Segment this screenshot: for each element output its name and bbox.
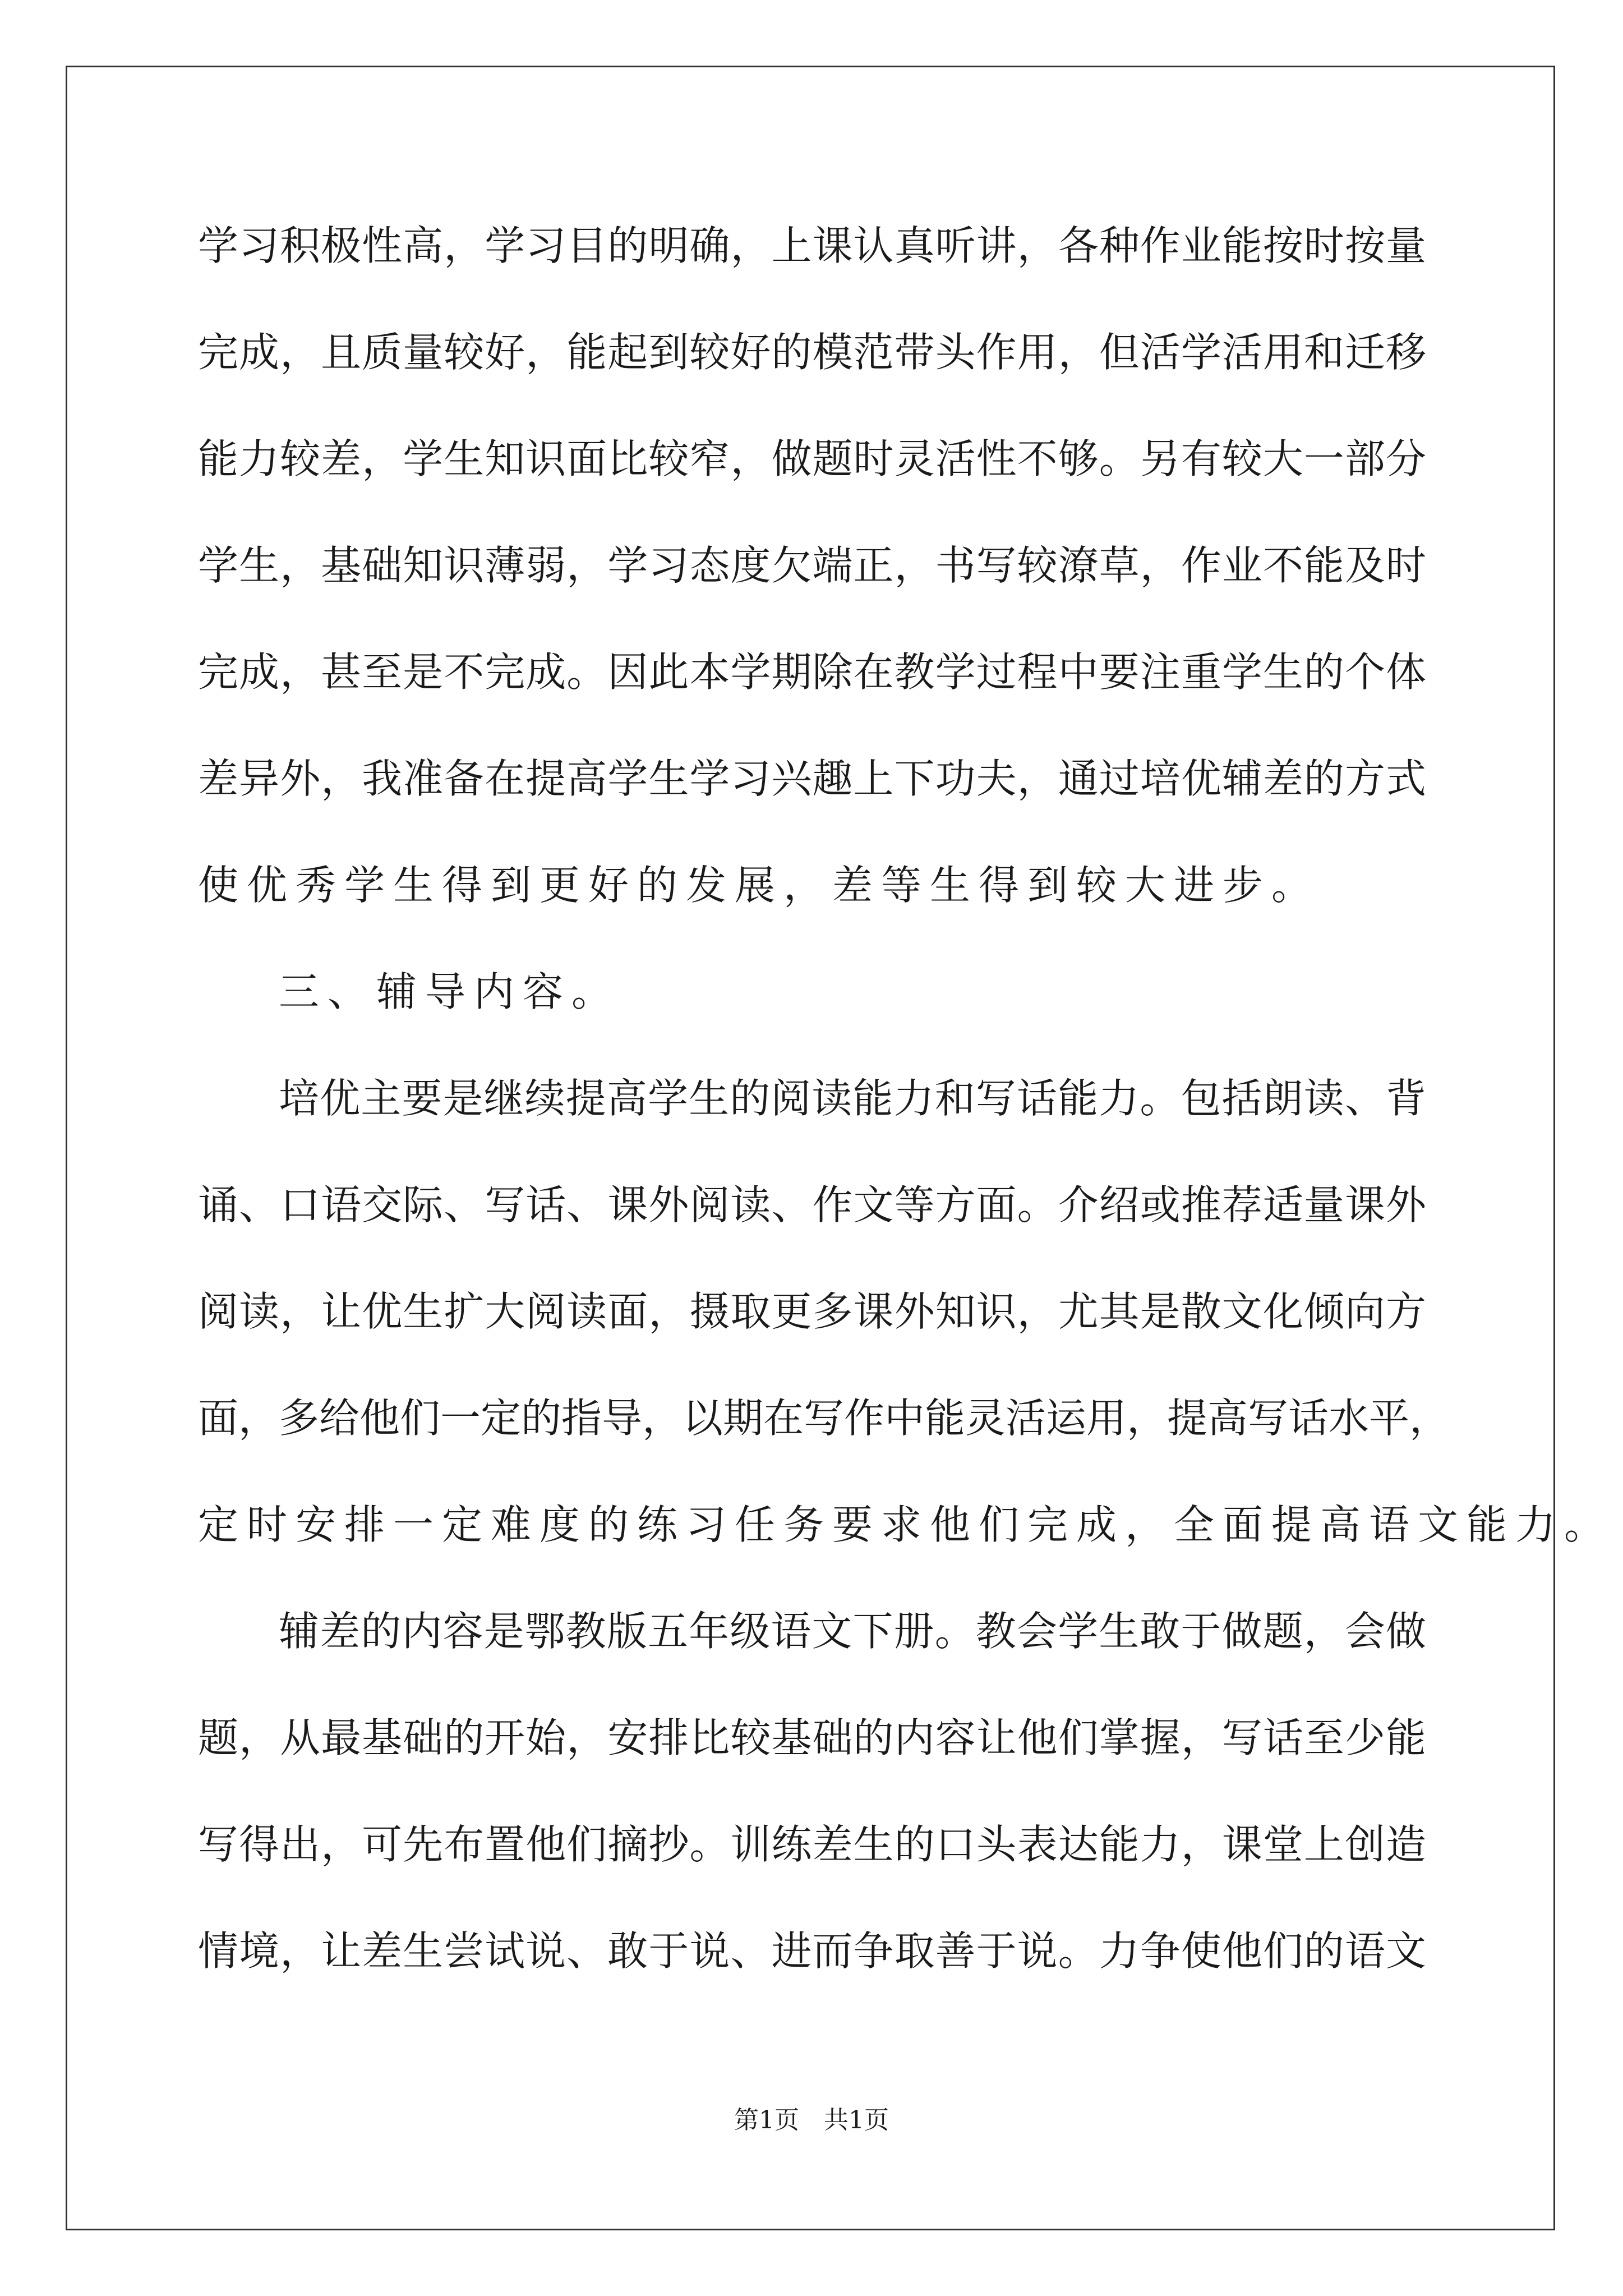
paragraph-line: 使优秀学生得到更好的发展，差等生得到较大进步。 <box>198 862 1321 909</box>
paragraph-line: 完成，甚至是不完成。因此本学期除在教学过程中要注重学生的个体 <box>198 648 1426 696</box>
paragraph-line: 写得出，可先布置他们摘抄。训练差生的口头表达能力，课堂上创造 <box>198 1821 1426 1868</box>
paragraph-line: 学生，基础知识薄弱，学习态度欠端正，书写较潦草，作业不能及时 <box>198 542 1426 589</box>
paragraph-line: 辅差的内容是鄂教版五年级语文下册。教会学生敢于做题，会做 <box>279 1608 1426 1655</box>
page-total: 共1页 <box>824 2106 889 2134</box>
page-border <box>66 66 1613 2230</box>
paragraph-line: 阅读，让优生扩大阅读面，摄取更多课外知识，尤其是散文化倾向方 <box>198 1288 1426 1335</box>
paragraph-line: 培优主要是继续提高学生的阅读能力和写话能力。包括朗读、背 <box>279 1075 1426 1122</box>
paragraph-line: 能力较差，学生知识面比较窄，做题时灵活性不够。另有较大一部分 <box>198 435 1426 482</box>
section-heading: 三、辅导内容。 <box>279 968 621 1015</box>
paragraph-line: 学习积极性高，学习目的明确，上课认真听讲，各种作业能按时按量 <box>198 222 1426 269</box>
page-number: 第1页 <box>734 2106 799 2134</box>
paragraph-line: 定时安排一定难度的练习任务要求他们完成，全面提高语文能力。 <box>198 1501 1613 1548</box>
paragraph-line: 差异外，我准备在提高学生学习兴趣上下功夫，通过培优辅差的方式 <box>198 755 1426 802</box>
paragraph-line: 完成，且质量较好，能起到较好的模范带头作用，但活学活用和迁移 <box>198 329 1426 376</box>
page-footer <box>0 2104 1623 2137</box>
paragraph-line: 情境，让差生尝试说、敢于说、进而争取善于说。力争使他们的语文 <box>198 1927 1426 1975</box>
paragraph-line: 面，多给他们一定的指导，以期在写作中能灵活运用，提高写话水平， <box>198 1395 1450 1442</box>
paragraph-line: 题，从最基础的开始，安排比较基础的内容让他们掌握，写话至少能 <box>198 1714 1426 1761</box>
paragraph-line: 诵、口语交际、写话、课外阅读、作文等方面。介绍或推荐适量课外 <box>198 1181 1426 1228</box>
